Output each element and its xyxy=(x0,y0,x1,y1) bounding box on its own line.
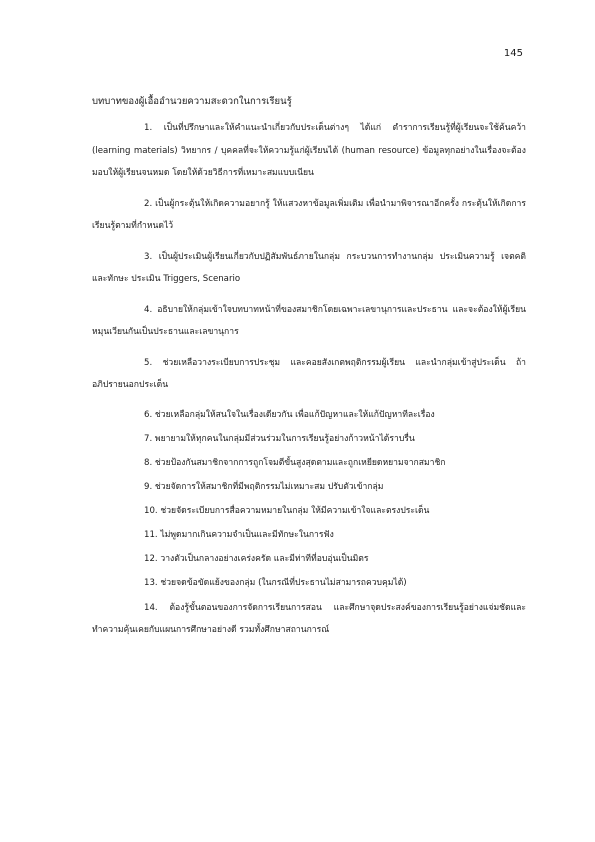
paragraph-item: 6. ช่วยเหลือกลุ่มให้สนใจในเรื่องเดียวกัน เพื่อแก้ปัญหาและให้แก้ปัญหาทีละเรื่อง xyxy=(144,409,435,420)
paragraph-item: 10. ช่วยจัดระเบียบการสื่อความหมายในกลุ่ม ให้มีความเข้าใจและตรงประเด็น xyxy=(144,505,430,516)
body-text xyxy=(92,117,526,650)
paragraph-item: 9. ช่วยจัดการให้สมาชิกที่มีพฤติกรรมไม่เหมาะสม ปรับตัวเข้ากลุ่ม xyxy=(144,481,384,492)
paragraph-item: 8. ช่วยป้องกันสมาชิกจากการถูกโจมตีขั้นสูงสุดตามและถูกเหยียดหยามจากสมาชิก xyxy=(144,457,446,468)
paragraph-item: 2. เป็นผู้กระตุ้นให้เกิดความอยากรู้ ให้แสวงหาข้อมูลเพิ่มเติม เพื่อนำมาพิจารณาอีกครั้ง กระตุ้นให้เกิดการเรียนรู้ตามที่กำหนดไว้ xyxy=(92,198,526,231)
paragraph-item: 11. ไม่พูดมากเกินความจำเป็นและมีทักษะในการฟัง xyxy=(144,529,334,540)
paragraph-item: 13. ช่วยจดข้อขัดแย้งของกลุ่ม (ในกรณีที่ประธานไม่สามารถควบคุมได้) xyxy=(144,577,407,588)
page-number: 145 xyxy=(503,48,523,59)
paragraph-item: 4. อธิบายให้กลุ่มเข้าใจบทบาทหน้าที่ของสมาชิกโดยเฉพาะเลขานุการและประธาน และจะต้องให้ผู้เรียนหมุนเวียนกันเป็นประธานและเลขานุการ xyxy=(92,304,526,337)
paragraph-item: 7. พยายามให้ทุกคนในกลุ่มมีส่วนร่วมในการเรียนรู้อย่างก้าวหน้าได้ราบรื่น xyxy=(144,433,415,444)
paragraph-item: 1. เป็นที่ปรึกษาและให้คำแนะนำเกี่ยวกับประเด็นต่างๆ ได้แก่ ตำราการเรียนรู้ที่ผู้เรียนจะใช้ค้นคว้า (learning materials) วิทยากร / บุคคลที่จะให้ความรู้แก่ผู้เรียนได้ (human resource) ข้อมูลทุกอย่างในเรื่องจะต้องมอบให้ผู้เรียนจนหมด โดยให้ด้วยวิธีการที่เหมาะสมแบบเนียน xyxy=(92,123,526,178)
paragraph-item: 3. เป็นผู้ประเมินผู้เรียนเกี่ยวกับปฏิสัมพันธ์ภายในกลุ่ม กระบวนการทำงานกลุ่ม ประเมินความรู้ เจตคติ และทักษะ ประเมิน Triggers, Scenario xyxy=(92,251,526,284)
paragraph-item: 14. ต้องรู้ขั้นตอนของการจัดการเรียนการสอน และศึกษาจุดประสงค์ของการเรียนรู้อย่างแจ่มชัดและทำความคุ้นเคยกับแผนการศึกษาอย่างดี รวมทั้งศึกษาสถานการณ์ xyxy=(92,602,526,635)
section-heading: บทบาทของผู้เอื้ออำนวยความสะดวกในการเรียนรู้ xyxy=(92,96,292,107)
paragraph-item: 5. ช่วยเหลือวางระเบียบการประชุม และคอยสังเกตพฤติกรรมผู้เรียน และนำกลุ่มเข้าสู่ประเด็น ถ้าอภิปรายนอกประเด็น xyxy=(92,357,526,390)
paragraph-item: 12. วางตัวเป็นกลางอย่างเคร่งครัด และมีท่าทีที่อบอุ่นเป็นมิตร xyxy=(144,553,369,564)
